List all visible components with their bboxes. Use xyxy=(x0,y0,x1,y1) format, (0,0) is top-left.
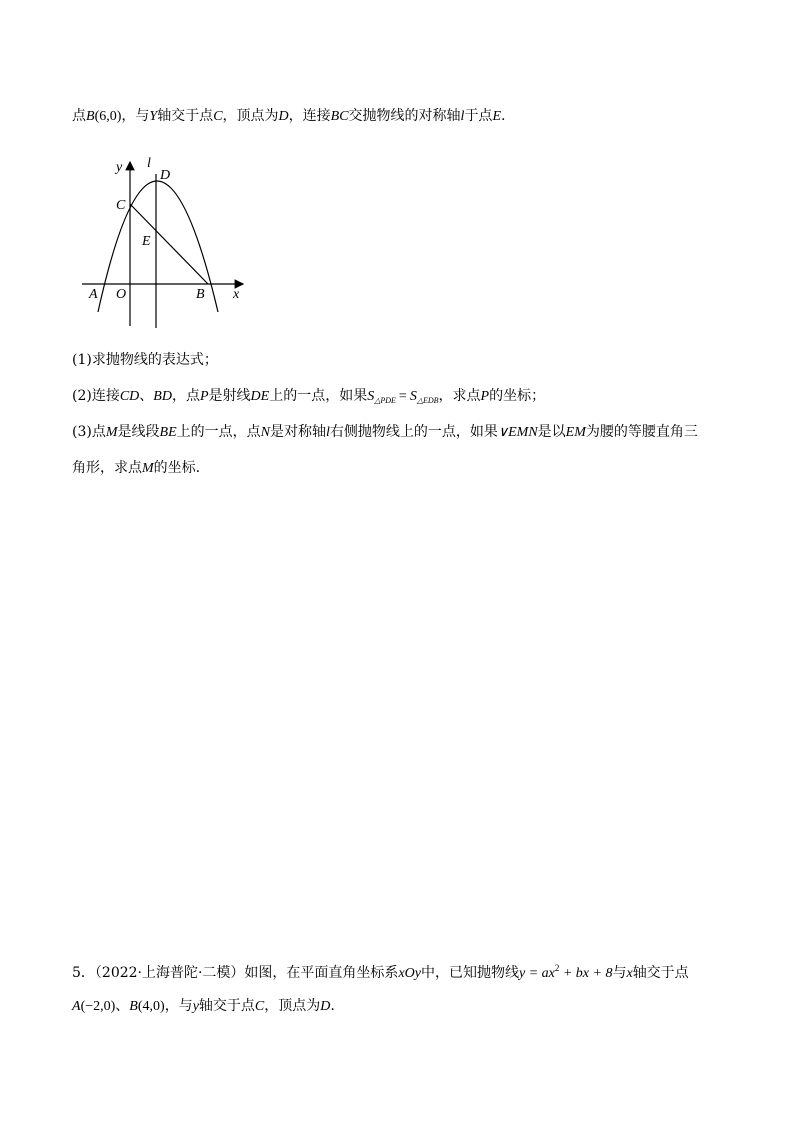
math-Y: Y xyxy=(149,109,158,124)
math-B: B xyxy=(86,109,95,124)
math-A: A xyxy=(72,999,81,1014)
text: 轴交于点 xyxy=(632,965,689,981)
math-subscript: △EDB xyxy=(416,396,439,405)
text: 上的一点，如果 xyxy=(269,388,368,404)
text: 为腰的等腰直角三 xyxy=(585,424,698,440)
text: 点 xyxy=(72,108,86,124)
math-E: E xyxy=(492,109,501,124)
question-5-line-2 xyxy=(72,996,335,1017)
label-y: y xyxy=(116,160,123,175)
text: ，点 xyxy=(171,388,200,404)
text: ，顶点为 xyxy=(222,108,279,124)
text: 中，已知抛物线 xyxy=(420,965,519,981)
label-E: E xyxy=(142,234,151,249)
label-l: l xyxy=(147,156,151,171)
text: 交抛物线的对称轴 xyxy=(348,108,461,124)
text: 与 xyxy=(612,965,627,981)
question-3-line-1 xyxy=(72,422,698,443)
math-subscript: △PDE xyxy=(374,396,396,405)
math-S: S xyxy=(367,389,375,404)
text: 、 xyxy=(115,998,130,1014)
label-B: B xyxy=(196,287,205,302)
intro-line xyxy=(72,106,505,127)
math-D: D xyxy=(320,999,331,1014)
label-D: D xyxy=(160,168,171,183)
math-y-equals-ax: y = ax xyxy=(518,966,555,981)
math-C: C xyxy=(213,109,223,124)
math-coord: (−2,0) xyxy=(80,999,116,1014)
text: 轴交于点 xyxy=(157,108,214,124)
math-S: S xyxy=(409,389,417,404)
math-superscript: 2 xyxy=(554,963,560,973)
text: 的坐标； xyxy=(489,388,546,404)
math-plus-bx-plus-8: + bx + 8 xyxy=(559,966,613,981)
text: 上的一点，点 xyxy=(176,424,261,440)
text: ，顶点为 xyxy=(264,998,321,1014)
math-BC: BC xyxy=(330,109,349,124)
text: 的坐标. xyxy=(153,460,201,476)
text: ，与 xyxy=(164,998,193,1014)
math-EM: EM xyxy=(565,425,586,440)
text: 角形，求点 xyxy=(72,460,142,476)
math-BE: BE xyxy=(159,425,177,440)
math-xOy: xOy xyxy=(398,966,421,981)
math-l: l xyxy=(325,425,330,440)
math-B: B xyxy=(129,999,138,1014)
question-3-line-2 xyxy=(72,458,200,479)
text: 是以 xyxy=(537,424,566,440)
math-BD: BD xyxy=(153,389,172,404)
text: 是线段 xyxy=(117,424,160,440)
text: 轴交于点 xyxy=(198,998,255,1014)
math-M: M xyxy=(105,425,118,440)
text: 右侧抛物线上的一点，如果 xyxy=(329,424,498,440)
math-x: x xyxy=(626,966,633,981)
math-C: C xyxy=(254,999,265,1014)
text: . xyxy=(330,998,335,1014)
text: 5．（2022·上海普陀·二模）如图，在平面直角坐标系 xyxy=(72,965,399,981)
text: ，求点 xyxy=(438,388,481,404)
math-M: M xyxy=(142,461,154,476)
math-triangle-EMN: ∨EMN xyxy=(497,425,538,440)
math-P: P xyxy=(199,389,209,404)
question-5-line-1 xyxy=(72,958,689,984)
text: (1)求抛物线的表达式； xyxy=(72,352,218,368)
text: 是射线 xyxy=(208,388,251,404)
math-CD: CD xyxy=(119,389,140,404)
math-P: P xyxy=(480,389,490,404)
question-2 xyxy=(72,386,545,411)
text: 是对称轴 xyxy=(269,424,326,440)
text: (3)点 xyxy=(72,424,106,440)
math-coord: (6,0) xyxy=(94,109,122,124)
label-C: C xyxy=(116,198,126,213)
text: ，连接 xyxy=(288,108,331,124)
text: 于点 xyxy=(464,108,493,124)
question-1 xyxy=(72,350,218,370)
math-DE: DE xyxy=(250,389,270,404)
math-y: y xyxy=(192,999,199,1014)
label-O: O xyxy=(116,287,127,302)
math-l: l xyxy=(460,109,465,124)
label-x: x xyxy=(233,287,240,302)
math-coord: (4,0) xyxy=(137,999,165,1014)
parabola-figure xyxy=(80,152,255,332)
math-equals: = xyxy=(398,389,407,404)
math-N: N xyxy=(260,425,270,440)
text: 、 xyxy=(139,388,154,404)
text: ，与 xyxy=(121,108,150,124)
math-D: D xyxy=(278,109,289,124)
text: (2)连接 xyxy=(72,388,120,404)
text: . xyxy=(501,108,506,124)
label-A: A xyxy=(89,287,98,302)
